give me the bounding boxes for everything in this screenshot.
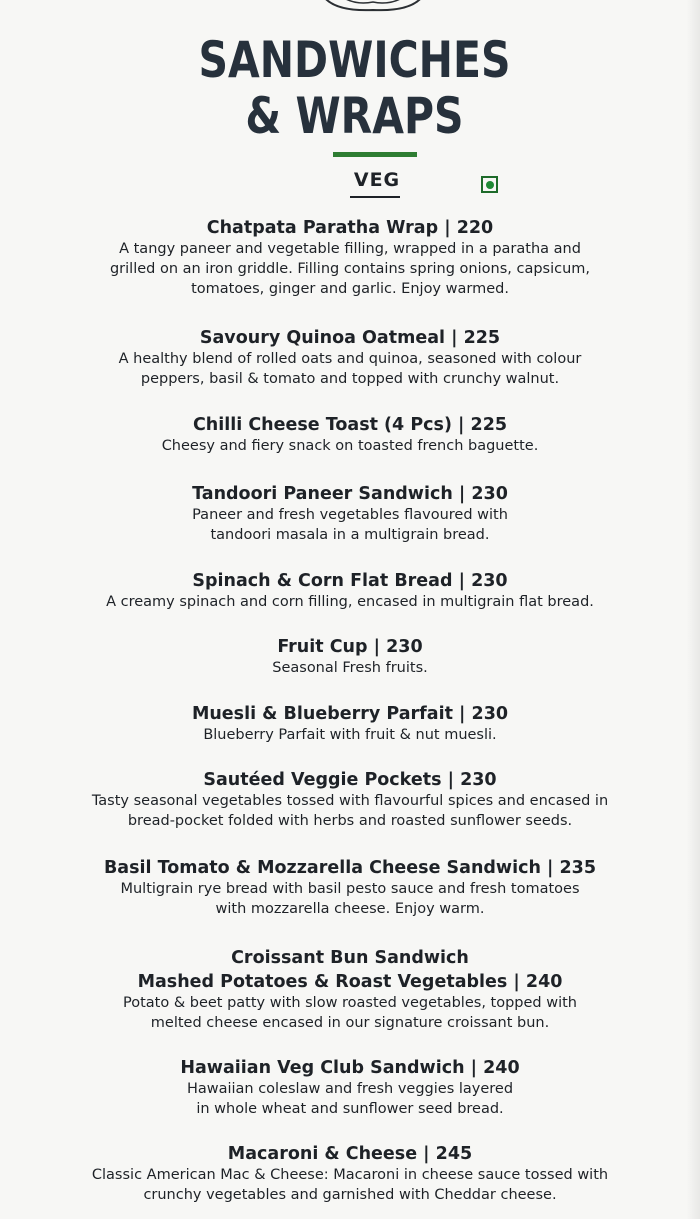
menu-item — [60, 702, 640, 746]
menu-item-description: Blueberry Parfait with fruit & nut muesli. — [203, 727, 497, 743]
menu-item-name: Sautéed Veggie Pockets | 230 — [203, 770, 497, 790]
menu-item — [50, 768, 650, 832]
menu-item-name: Tandoori Paneer Sandwich | 230 — [192, 484, 508, 504]
menu-item-description: with mozzarella cheese. Enjoy warm. — [215, 901, 485, 917]
menu-item-description: bread-pocket folded with herbs and roasted sunflower seeds. — [127, 813, 573, 829]
illustration-fragment-icon — [318, 0, 428, 14]
menu-item-description: peppers, basil & tomato and topped with crunchy walnut. — [140, 371, 560, 387]
menu-item-description: tandoori masala in a multigrain bread. — [210, 527, 490, 543]
menu-item-name: Hawaiian Veg Club Sandwich | 240 — [180, 1058, 520, 1078]
page-edge-shadow — [686, 0, 700, 1219]
menu-item — [60, 216, 640, 300]
menu-item-description: tomatoes, ginger and garlic. Enjoy warmed. — [191, 281, 509, 297]
menu-item — [50, 1142, 650, 1206]
menu-item-description: A creamy spinach and corn filling, encased in multigrain flat bread. — [106, 594, 594, 610]
menu-item-description: grilled on an iron griddle. Filling contains spring onions, capsicum, — [109, 261, 591, 277]
menu-item-name: Basil Tomato & Mozzarella Cheese Sandwich | 235 — [103, 858, 597, 878]
menu-item — [60, 1056, 640, 1120]
menu-item-name: Spinach & Corn Flat Bread | 230 — [192, 571, 508, 591]
menu-item-description: Seasonal Fresh fruits. — [272, 660, 428, 676]
menu-item — [50, 856, 650, 920]
menu-item — [60, 482, 640, 546]
menu-item-name: Savoury Quinoa Oatmeal | 225 — [199, 328, 501, 348]
menu-item-name: Croissant Bun Sandwich — [231, 948, 469, 968]
menu-item — [60, 635, 640, 679]
menu-item-description: A healthy blend of rolled oats and quinoa, seasoned with colour — [118, 351, 582, 367]
menu-item-name: Muesli & Blueberry Parfait | 230 — [191, 704, 509, 724]
veg-mark-icon — [481, 176, 498, 193]
title-accent-rule — [333, 152, 417, 157]
menu-item-description: Potato & beet patty with slow roasted vegetables, topped with — [123, 995, 577, 1011]
menu-item-name: Chatpata Paratha Wrap | 220 — [206, 218, 494, 238]
menu-item — [60, 326, 640, 390]
menu-item-description: melted cheese encased in our signature croissant bun. — [150, 1015, 550, 1031]
menu-item-description: Hawaiian coleslaw and fresh veggies layered — [186, 1081, 514, 1097]
menu-item-name-line-2: Mashed Potatoes & Roast Vegetables | 240 — [137, 972, 563, 992]
menu-item-description: Tasty seasonal vegetables tossed with flavourful spices and encased in — [91, 793, 609, 809]
veg-mark-dot — [486, 181, 494, 189]
menu-item-name: Macaroni & Cheese | 245 — [227, 1144, 473, 1164]
menu-item-description: A tangy paneer and vegetable filling, wrapped in a paratha and — [119, 241, 581, 257]
menu-item-description: in whole wheat and sunflower seed bread. — [196, 1101, 504, 1117]
menu-item — [60, 569, 640, 613]
menu-item-description: Cheesy and fiery snack on toasted french baguette. — [161, 438, 539, 454]
menu-item-description: Multigrain rye bread with basil pesto sauce and fresh tomatoes — [120, 881, 580, 897]
section-title-line-1: SANDWICHES — [198, 31, 511, 89]
menu-item-description: Paneer and fresh vegetables flavoured with — [192, 507, 508, 523]
menu-item-name: Fruit Cup | 230 — [277, 637, 423, 657]
menu-item — [60, 946, 640, 1034]
veg-label-underline — [350, 196, 400, 198]
menu-item-description: crunchy vegetables and garnished with Cheddar cheese. — [143, 1187, 557, 1203]
menu-item — [60, 413, 640, 457]
veg-section-label: VEG — [353, 169, 401, 191]
menu-item-description: Classic American Mac & Cheese: Macaroni in cheese sauce tossed with — [91, 1167, 609, 1183]
menu-item-name: Chilli Cheese Toast (4 Pcs) | 225 — [192, 415, 508, 435]
section-title-line-2: & WRAPS — [245, 87, 464, 145]
